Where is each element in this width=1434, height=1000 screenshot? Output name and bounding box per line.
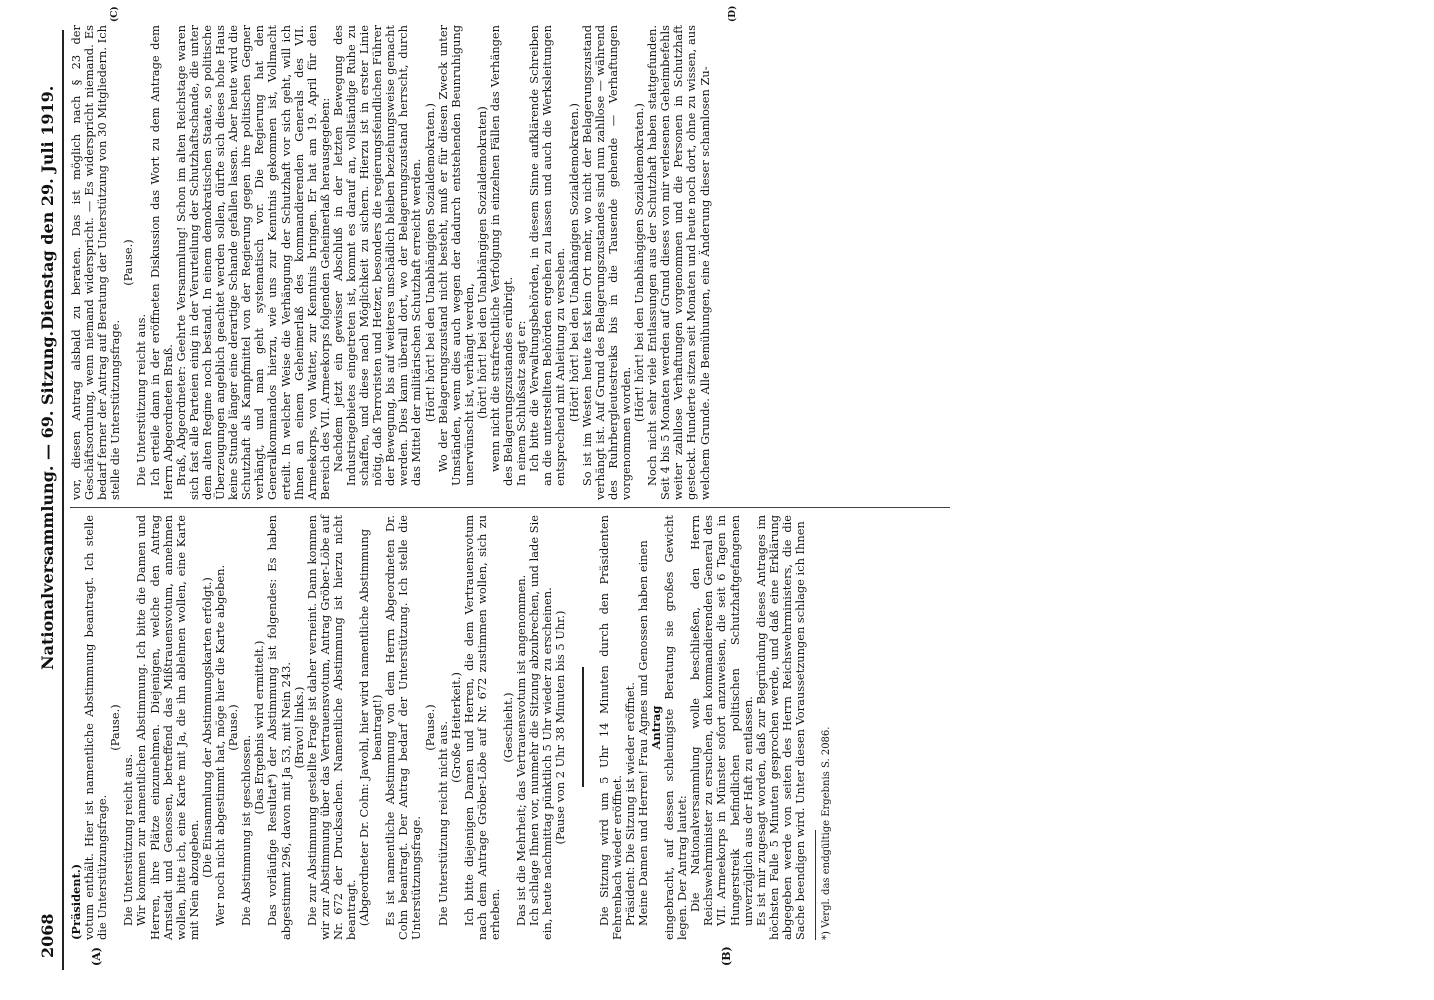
paragraph: Die Sitzung wird um 5 Uhr 14 Minuten durch den Präsidenten Fehrenbach wieder eröffnet. (596, 515, 624, 940)
stage-direction: (Das Ergebnis wird ermittelt.) (252, 640, 267, 815)
quote: wenn nicht die strafrechtliche Verfolgung in einzelnen Fällen das Verhängen des Belagerungszustandes erübrigt. (488, 25, 516, 486)
paragraph: votum enthält. Hier ist namentliche Abstimmung beantragt. Ich stelle die Unterstützungsfrage. (82, 515, 110, 940)
paragraph: Ich erteile dann in der eröffneten Diskussion das Wort zu dem Antrage dem Herrn Abgeordneten Braß. (147, 25, 175, 500)
quote: Wo der Belagerungszustand nicht besteht, muß er für diesen Zweck unter Umständen, wenn dies auch wegen der dadurch entstehenden Beunruhigung unerwünscht ist, verhängt werden, (435, 25, 476, 486)
quote: Ich bitte die Verwaltungsbehörden, in diesem Sinne aufklärende Schreiben an die unterstellten Behörden ergehen zu lassen und auch die Werksleitungen entsprechend mit Anleitung zu versehen. (527, 25, 568, 486)
stage-direction: (Pause.) (121, 239, 136, 286)
header-date: Dienstag den 29. Juli 1919. (38, 85, 57, 330)
footnote: *) Vergl. das endgültige Ergebnis S. 2086. (821, 726, 833, 940)
footnote-rule (815, 830, 816, 940)
stage-direction: (Die Einsammlung der Abstimmungskarten erfolgt.) (199, 577, 214, 878)
left-column (70, 515, 833, 940)
margin-marker-b: (B) (720, 946, 733, 966)
paragraph: Es ist mir zugesagt worden, daß zur Begründung dieses Antrages im höchsten Falle 5 Minuten gesprochen werde, und daß eine Erklärung abgegeben werde von seiten des Herrn Reichswehrministers, die die Sache beendigen wird. Unter diesen Voraussetzungen schlage ich Ihnen (753, 515, 807, 940)
paragraph: Wir kommen zur namentlichen Abstimmung. Ich bitte die Damen und Herren, ihre Plätze einzunehmen. Diejenigen, welche den Antrag Arnstadt und Genossen, betreffend das Mißtrauensvotum, annehmen wollen, bitte ich, eine Karte mit Ja, die ihn ablehnen wollen, eine Karte mit Nein abzugeben. (134, 515, 201, 940)
margin-marker-a: (A) (90, 947, 103, 966)
paragraph: Die Unterstützung reicht aus. (134, 313, 149, 486)
stage-direction: (Bravo! links.) (291, 686, 306, 769)
paragraph: Meine Damen und Herren! Frau Agnes und Genossen haben einen (635, 540, 650, 926)
paragraph: Ich schlage Ihnen vor, nunmehr die Sitzung abzubrechen, und lade Sie ein, heute nachmittag pünktlich 5 Uhr wieder zu erscheinen. (527, 515, 555, 940)
header-rule (62, 30, 64, 970)
margin-marker-d: (D) (728, 5, 738, 22)
paragraph: Das vorläufige Resultat*) der Abstimmung ist folgendes: Es haben abgestimmt 296, davon mit Ja 53, mit Nein 243. (265, 515, 293, 940)
stage-direction: (Pause.) (422, 704, 437, 751)
paragraph: Ich bitte diejenigen Damen und Herren, die dem Vertrauensvotum nach dem Antrage Gröber-Löbe auf Nr. 672 zustimmen wollen, sich zu erheben. (461, 515, 502, 940)
paragraph: Die Unterstützung reicht aus. (121, 753, 136, 926)
stage-direction: (Große Heiterkeit.) (448, 672, 463, 783)
speaker-tag: (Präsident.) (69, 863, 83, 940)
margin-marker-c: (C) (110, 6, 120, 22)
paragraph: Noch nicht sehr viele Entlassungen aus der Schutzhaft haben stattgefunden. Seit 4 bis 5 Monaten werden auf Grund dieses von mir verlesenen Geheimbefehls weiter zahllose Verhaftungen vorgenommen und die Personen in Schutzhaft gesteckt. Hunderte sitzen seit Monaten und heute noch dort, ohne zu wissen, aus welchem Grunde. Alle Bemühungen, eine Änderung dieser schamlosen Zu- (645, 25, 712, 500)
right-column (70, 25, 712, 500)
page-number: 2068 (38, 913, 57, 958)
paragraph: Wer noch nicht abgestimmt hat, möge hier die Karte abgeben. (213, 564, 228, 926)
stage-direction: (Pause.) (108, 704, 123, 751)
paragraph: Die zur Abstimmung gestellte Frage ist daher verneint. Dann kommen wir zur Abstimmung über das Vertrauensvotum, Antrag Gröber-Löbe auf Nr. 672 der Drucksachen. Namentliche Abstimmung ist hierzu nicht beantragt. (304, 515, 358, 940)
heading-antrag: Antrag (648, 705, 663, 750)
paragraph: Die Nationalversammlung wolle beschließen, den Herrn Reichswehrminister zu ersuchen, den kommandierenden General des VII. Armeekorps in Münster sofort anzuweisen, die seit 6 Tagen in Hungerstreik befindlichen politischen Schutzhaftgefangenen unverzüglich aus der Haft zu entlassen. (688, 515, 755, 926)
paragraph: Die Abstimmung ist geschlossen. (239, 734, 254, 926)
paragraph: So ist im Westen heute fast kein Ort mehr, wo nicht der Belagerungszustand verhängt ist. Auf Grund des Belagerungszustandes sind nun zahllose — während des Ruhrbergleutestreiks bis in die Tausende gehende — Verhaftungen vorgenommen worden. (579, 25, 633, 500)
section-separator (582, 668, 584, 788)
stage-direction: (Geschieht.) (501, 692, 516, 763)
paragraph: eingebracht, auf dessen schleunigste Beratung sie großes Gewicht legen. Der Antrag lautet: (662, 515, 690, 940)
stage-direction: (Pause.) (226, 704, 241, 751)
stage-direction: (Pause von 2 Uhr 38 Minuten bis 5 Uhr.) (553, 610, 568, 845)
paragraph: vor, diesen Antrag alsbald zu beraten. Das ist möglich nach § 23 der Geschäftsordnung, wenn niemand widerspricht. — Es widerspricht niemand. Es bedarf ferner der Antrag auf Beratung der Unterstützung von 30 Mitgliedern. Ich stelle die Unterstützungsfrage. (69, 25, 123, 500)
stage-direction: (Hört! hört! bei den Unabhängigen Sozialdemokraten.) (422, 103, 437, 422)
header-title: Nationalversammlung. — 69. Sitzung. (38, 330, 57, 670)
paragraph: Es ist namentliche Abstimmung von dem Herrn Abgeordneten Dr. Cohn beantragt. Der Antrag bedarf der Unterstützung. Ich stelle die Unterstützungsfrage. (383, 515, 424, 940)
column-divider (70, 507, 950, 508)
stage-direction: (Abgeordneter Dr. Cohn: Jawohl, hier wird namentliche Abstimmung beantragt!) (357, 528, 385, 927)
paragraph: Präsident: Die Sitzung ist wieder eröffnet. (622, 682, 637, 926)
paragraph: Das ist die Mehrheit; das Vertrauensvotum ist angenommen. (514, 574, 529, 926)
paragraph: In einem Schlußsatz sagt er: (514, 320, 529, 486)
paragraph: Die Unterstützung reicht nicht aus. (435, 721, 450, 926)
paragraph: Braß, Abgeordneter: Geehrte Versammlung! Schon im alten Reichstage waren sich fast alle Parteien einig in der Verurteilung der Schutzhaftschande, die unter dem alten Regime noch bestand. In einem demokratischen Staate, so politische Überzeugungen angeblich geachtet werden sollen, dürfte sich dieses hohe Haus keine Stunde länger eine derartige Schande gefallen lassen. Aber heute wird die Schutzhaft als Kampfmittel von der Regierung gegen ihre politischen Gegner verhängt, und man geht systematisch vor. Die Regierung hat den Generalkommandos hierzu, wie uns zur Kenntnis gekommen ist, Vollmacht erteilt. In welcher Weise die Verhängung der Schutzhaft vor sich geht, will ich Ihnen an einem Geheimerlaß des kommandierenden Generals des VII. Armeekorps, von Watter, zur Kenntnis bringen. Er hat am 19. April für den Bereich des VII. Armeekorps folgenden Geheimerlaß herausgegeben: (173, 25, 332, 500)
stage-direction: (Hört! hört! bei den Unabhängigen Sozialdemokraten.) (632, 103, 647, 422)
stage-direction: (Hört! hört! bei den Unabhängigen Sozialdemokraten.) (566, 103, 581, 422)
quote: Nachdem jetzt ein gewisser Abschluß in der letzten Bewegung des Industriegebietes eingetreten ist, kommt es darauf an, vollständige Ruhe zu schaffen, und diese nach Möglichkeit zu sichern. Hierzu ist in erster Linie nötig, daß Terroristen und Hetzer, besonders die regierungsfeindlichen Führer der Bewegung, bis auf weiteres unschädlich bleiben beziehungsweise gemacht werden. Dies kann überall dort, wo der Belagerungszustand herrscht, durch das Mittel der militärischen Schutzhaft erreicht werden. (330, 25, 424, 486)
page-header (34, 20, 64, 970)
stage-direction: (hört! hört! bei den Unabhängigen Sozialdemokraten) (474, 106, 489, 419)
